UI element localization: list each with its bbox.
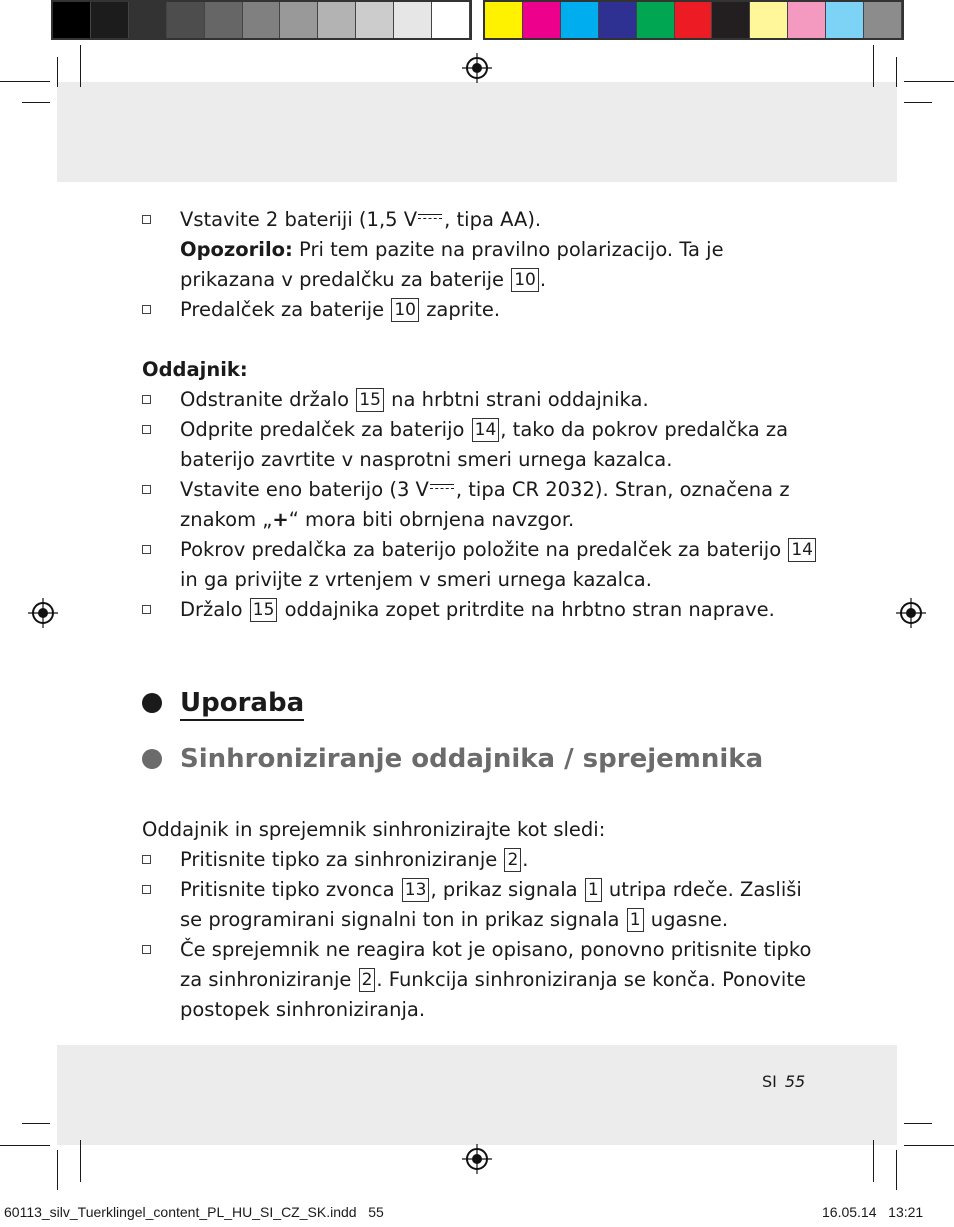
list-item: Pokrov predalčka za baterijo položite na predalček za baterijo 14 in ga privijte z vrtenjem v smeri urnega kazalca. [142,535,822,595]
reference-number: 13 [402,878,430,902]
reference-number: 2 [504,848,521,872]
checkbox-bullet-icon [142,885,151,894]
color-swatch [675,2,713,38]
list-item: Vstavite 2 bateriji (1,5 V , tipa AA). Opozorilo: Pri tem pazite na pravilno polarizacijo. Ta je prikazana v predalčku za baterije 10 . [142,205,822,295]
reference-number: 15 [250,598,278,622]
section-heading-sync: Sinhroniziranje oddajnika / sprejemnika [142,741,822,777]
crop-mark [0,1145,50,1146]
reference-number: 1 [627,908,644,932]
color-swatch [599,2,637,38]
crop-mark [22,102,50,103]
crop-mark [873,45,874,87]
bullet-dot-icon [142,693,162,713]
list-item: Držalo 15 oddajnika zopet pritrdite na hrbtno stran naprave. [142,595,822,625]
color-swatch [826,2,864,38]
reference-number: 10 [511,268,539,292]
plus-sign: + [272,508,289,531]
bullet-dot-icon [142,749,162,769]
registration-mark-icon [462,53,492,83]
registration-mark-icon [896,598,926,628]
crop-mark [0,81,50,82]
color-swatch [356,2,394,38]
list-item: Pritisnite tipko za sinhroniziranje 2 . [142,845,822,875]
color-swatch [561,2,599,38]
footer-date: 16.05.14 13:21 [822,1204,924,1220]
checkbox-bullet-icon [142,855,151,864]
reference-number: 14 [472,418,500,442]
reference-number: 1 [585,878,602,902]
list-item: Pritisnite tipko zvonca 13 , prikaz signala 1 utripa rdeče. Zasliši se programirani signalni ton in prikaz signala 1 ugasne. [142,875,822,935]
color-swatch [318,2,356,38]
crop-mark [896,57,897,87]
reference-number: 2 [359,968,376,992]
color-swatch [53,2,91,38]
section-heading-use: Uporaba [142,685,822,721]
reference-number: 14 [788,538,816,562]
warning-label: Opozorilo: [180,238,293,261]
intro-paragraph: Oddajnik in sprejemnik sinhronizirajte kot sledi: [142,818,606,841]
color-swatch [523,2,561,38]
crop-mark [80,45,81,87]
registration-mark-icon [462,1144,492,1174]
grayscale-calibration-bar [51,0,472,40]
color-swatch [167,2,205,38]
dc-voltage-icon [418,212,442,222]
dc-voltage-icon [430,482,454,492]
crop-mark [896,1150,897,1190]
header-band [57,82,897,182]
color-swatch [129,2,167,38]
checkbox-bullet-icon [142,485,151,494]
list-item: Vstavite eno baterijo (3 V , tipa CR 2032). Stran, označena z znakom „+“ mora biti obrnjena navzgor. [142,475,822,535]
color-swatch [205,2,243,38]
color-swatch [91,2,129,38]
list-item: Odprite predalček za baterijo 14 , tako da pokrov predalčka za baterijo zavrtite v nasprotni smeri urnega kazalca. [142,415,822,475]
footer-file-info: 60113_silv_Tuerklingel_content_PL_HU_SI_CZ_SK.indd 55 [4,1204,384,1220]
crop-mark [57,1150,58,1190]
subheading: Oddajnik: [142,358,248,381]
checkbox-bullet-icon [142,545,151,554]
crop-mark [57,57,58,87]
color-swatch [637,2,675,38]
crop-mark [904,102,932,103]
list-item: Predalček za baterije 10 zaprite. [142,295,822,325]
crop-mark [904,1123,932,1124]
registration-mark-icon [28,598,58,628]
color-swatch [864,2,902,38]
color-swatch [485,2,523,38]
footer-band [57,1045,897,1145]
list-item: Če sprejemnik ne reagira kot je opisano, ponovno pritisnite tipko za sinhroniziranje 2 . Funkcija sinhroniziranja se konča. Ponovite postopek sinhroniziranja. [142,935,822,1025]
crop-mark [80,1140,81,1182]
checkbox-bullet-icon [142,605,151,614]
reference-number: 15 [356,388,384,412]
color-swatch [788,2,826,38]
color-swatch [432,2,470,38]
page-number: SI 55 [762,1072,806,1091]
checkbox-bullet-icon [142,945,151,954]
color-swatch [750,2,788,38]
crop-mark [904,1145,954,1146]
checkbox-bullet-icon [142,305,151,314]
color-swatch [243,2,281,38]
checkbox-bullet-icon [142,215,151,224]
page-content [142,205,822,1025]
color-swatch [712,2,750,38]
color-swatch [394,2,432,38]
crop-mark [904,81,954,82]
reference-number: 10 [391,298,419,322]
color-swatch [280,2,318,38]
checkbox-bullet-icon [142,425,151,434]
color-calibration-bar [483,0,904,40]
checkbox-bullet-icon [142,395,151,404]
list-item: Odstranite držalo 15 na hrbtni strani oddajnika. [142,385,822,415]
crop-mark [22,1123,50,1124]
crop-mark [873,1140,874,1182]
